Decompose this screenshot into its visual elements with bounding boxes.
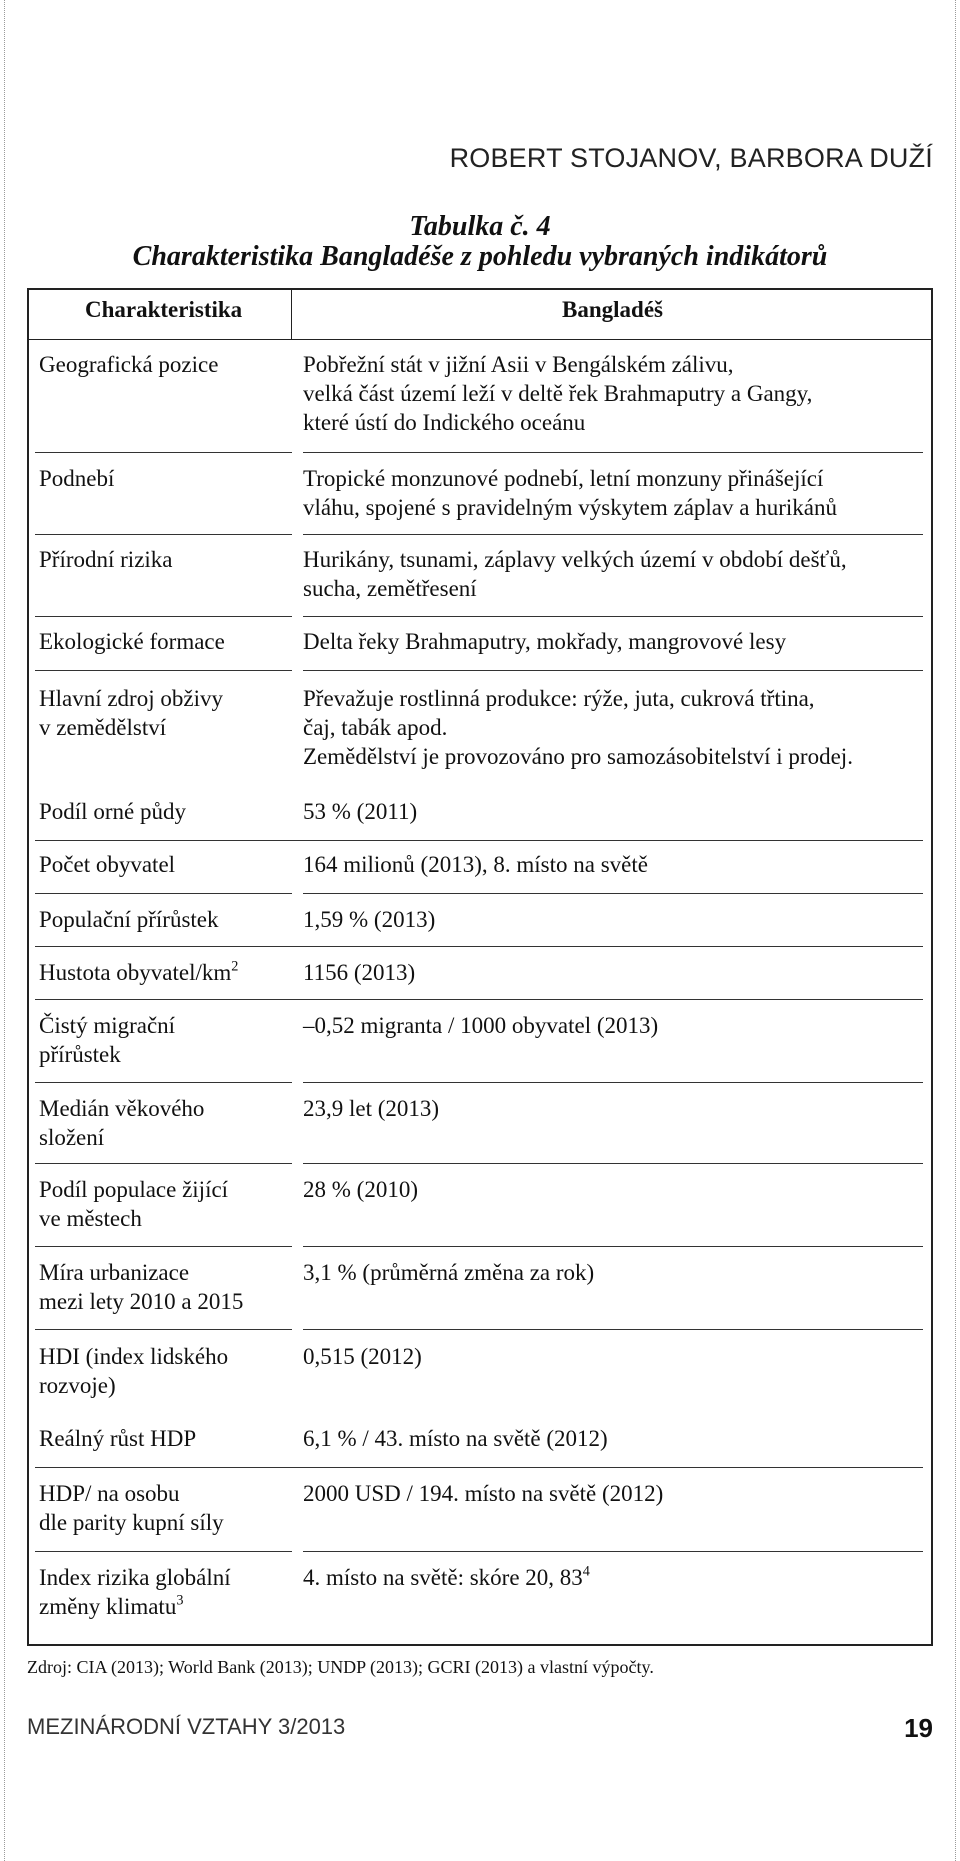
row-label-line: dle parity kupní síly: [39, 1510, 224, 1535]
row-label-line: Podíl populace žijící: [39, 1177, 229, 1202]
row-value: [303, 905, 923, 934]
row-rule-value: [303, 616, 923, 617]
row-rule-label: [35, 1329, 292, 1330]
row-label-line-wrap: [39, 1592, 299, 1621]
row-rule: [35, 840, 923, 841]
row-value-line: –0,52 migranta / 1000 obyvatel (2013): [303, 1013, 659, 1038]
row-value: [303, 627, 923, 656]
row-label-line: Medián věkového: [39, 1096, 205, 1121]
row-value: [303, 850, 923, 879]
row-label-line: Index rizika globální: [39, 1565, 231, 1590]
row-value: [303, 1563, 923, 1592]
row-rule-label: [35, 670, 292, 671]
table-caption: [0, 212, 960, 272]
row-rule: [35, 999, 923, 1000]
row-value-line: Převažuje rostlinná produkce: rýže, juta, cukrová třtina,: [303, 686, 815, 711]
row-value-line: 164 milionů (2013), 8. místo na světě: [303, 852, 648, 877]
row-label: [39, 627, 299, 656]
row-label-line: v zemědělství: [39, 715, 167, 740]
row-label: [39, 1175, 299, 1233]
row-value-line: které ústí do Indického oceánu: [303, 410, 586, 435]
row-value: [303, 350, 923, 437]
row-rule-value: [303, 534, 923, 535]
row-label-line: Počet obyvatel: [39, 852, 176, 877]
row-label-line: změny klimatu: [39, 1594, 177, 1619]
row-value: [303, 464, 923, 522]
row-label: [39, 464, 299, 493]
row-value: [303, 1424, 923, 1453]
footnote-marker: 4: [582, 1563, 590, 1580]
row-value-line: 6,1 % / 43. místo na světě (2012): [303, 1426, 608, 1451]
table-title: Charakteristika Bangladéše z pohledu vybraných indikátorů: [132, 241, 828, 272]
row-label: [39, 850, 299, 879]
row-value-line: sucha, zemětřesení: [303, 576, 477, 601]
row-label-line-wrap: [39, 958, 299, 987]
row-rule-value: [303, 1246, 923, 1247]
row-label-line: rozvoje): [39, 1373, 116, 1398]
row-label-line: HDP/ na osobu: [39, 1481, 180, 1506]
row-value: [303, 545, 923, 603]
row-value-line: 28 % (2010): [303, 1177, 418, 1202]
row-label-line: ve městech: [39, 1206, 142, 1231]
row-rule: [35, 1467, 923, 1468]
footnote-marker: 3: [176, 1592, 184, 1609]
row-value-line: 1,59 % (2013): [303, 907, 436, 932]
row-label-line: Hustota obyvatel/km: [39, 960, 232, 985]
row-label-line: mezi lety 2010 a 2015: [39, 1289, 244, 1314]
row-value-line: 1156 (2013): [303, 960, 416, 985]
row-label-line: Geografická pozice: [39, 352, 219, 377]
row-rule-label: [35, 893, 292, 894]
row-value-line: velká část území leží v deltě řek Brahmaputry a Gangy,: [303, 381, 813, 406]
row-rule-value: [303, 1163, 923, 1164]
row-rule-label: [35, 1082, 292, 1083]
row-label: [39, 1094, 299, 1152]
row-label-line: Míra urbanizace: [39, 1260, 190, 1285]
row-label: [39, 797, 299, 826]
row-rule-label: [35, 452, 292, 453]
page-edge-left: [4, 0, 5, 1861]
row-value: [303, 684, 923, 771]
row-value: [303, 958, 923, 987]
row-label: [39, 545, 299, 574]
row-rule-value: [303, 1082, 923, 1083]
row-rule-value: [303, 1329, 923, 1330]
row-value: [303, 797, 923, 826]
row-rule-value: [303, 452, 923, 453]
row-value: [303, 1479, 923, 1508]
row-rule-label: [35, 1246, 292, 1247]
row-rule-label: [35, 1163, 292, 1164]
row-rule-label: [35, 534, 292, 535]
row-value-line: čaj, tabák apod.: [303, 715, 448, 740]
row-label: [39, 1563, 299, 1621]
row-value-line: 53 % (2011): [303, 799, 418, 824]
row-value: [303, 1258, 923, 1287]
row-value-line: 4. místo na světě: skóre 20, $83^4$: [303, 1563, 590, 1590]
row-label: [39, 1011, 299, 1069]
footnote-marker: 2: [231, 958, 239, 975]
row-label-line: Reálný růst HDP: [39, 1426, 197, 1451]
footer-page-number: 19: [904, 1713, 933, 1743]
row-rule-label: [35, 1551, 292, 1552]
row-label-line: Populační přírůstek: [39, 907, 219, 932]
row-label-line: Čistý migrační: [39, 1013, 176, 1038]
table-source-note: Zdroj: CIA (2013); World Bank (2013); UNDP (2013); GCRI (2013) a vlastní výpočty.: [27, 1657, 654, 1677]
row-label: [39, 905, 299, 934]
row-label: [39, 684, 299, 742]
column-header-characteristic: Charakteristika: [85, 297, 243, 322]
row-rule: [35, 946, 923, 947]
row-label: [39, 350, 299, 379]
row-rule-label: [35, 616, 292, 617]
row-value-line: vláhu, spojené s pravidelným výskytem záplav a hurikánů: [303, 495, 837, 520]
row-value-line: Pobřežní stát v jižní Asii v Bengálském zálivu,: [303, 352, 734, 377]
row-value: [303, 1011, 923, 1040]
row-label: [39, 958, 299, 987]
row-value-line: 0,515 (2012): [303, 1344, 422, 1369]
header-column-divider: [291, 288, 292, 339]
row-value-line: 3,1 % (průměrná změna za rok): [303, 1260, 595, 1285]
row-label-line: Podíl orné půdy: [39, 799, 186, 824]
header-divider: [27, 339, 933, 340]
row-value-line: Hurikány, tsunami, záplavy velkých území v období dešťů,: [303, 547, 847, 572]
running-header-authors: ROBERT STOJANOV, BARBORA DUŽÍ: [449, 143, 933, 173]
row-value-line: Tropické monzunové podnebí, letní monzuny přinášející: [303, 466, 824, 491]
row-value: [303, 1094, 923, 1123]
row-value: [303, 1175, 923, 1204]
row-rule-value: [303, 670, 923, 671]
row-label-line: přírůstek: [39, 1042, 121, 1067]
table-number: Tabulka č. 4: [409, 211, 551, 242]
row-label: [39, 1342, 299, 1400]
row-rule-value: [303, 893, 923, 894]
row-label-line: Podnebí: [39, 466, 115, 491]
row-label: [39, 1258, 299, 1316]
row-rule-value: [303, 1551, 923, 1552]
row-value-line: Zemědělství je provozováno pro samozásobitelství i prodej.: [303, 744, 853, 769]
row-value-line: 23,9 let (2013): [303, 1096, 440, 1121]
page-edge-right: [955, 0, 956, 1861]
row-value-line: 2000 USD / 194. místo na světě (2012): [303, 1481, 664, 1506]
column-header-bangladesh: Bangladéš: [562, 297, 663, 322]
row-label-line: HDI (index lidského: [39, 1344, 229, 1369]
row-label-line: Přírodní rizika: [39, 547, 173, 572]
row-label: [39, 1479, 299, 1537]
row-label-line: Ekologické formace: [39, 629, 225, 654]
row-value: [303, 1342, 923, 1371]
footer-journal-title: MEZINÁRODNÍ VZTAHY 3/2013: [27, 1714, 346, 1739]
row-value-line: Delta řeky Brahmaputry, mokřady, mangrovové lesy: [303, 629, 787, 654]
row-label: [39, 1424, 299, 1453]
row-label-line: složení: [39, 1125, 105, 1150]
row-label-line: Hlavní zdroj obživy: [39, 686, 223, 711]
